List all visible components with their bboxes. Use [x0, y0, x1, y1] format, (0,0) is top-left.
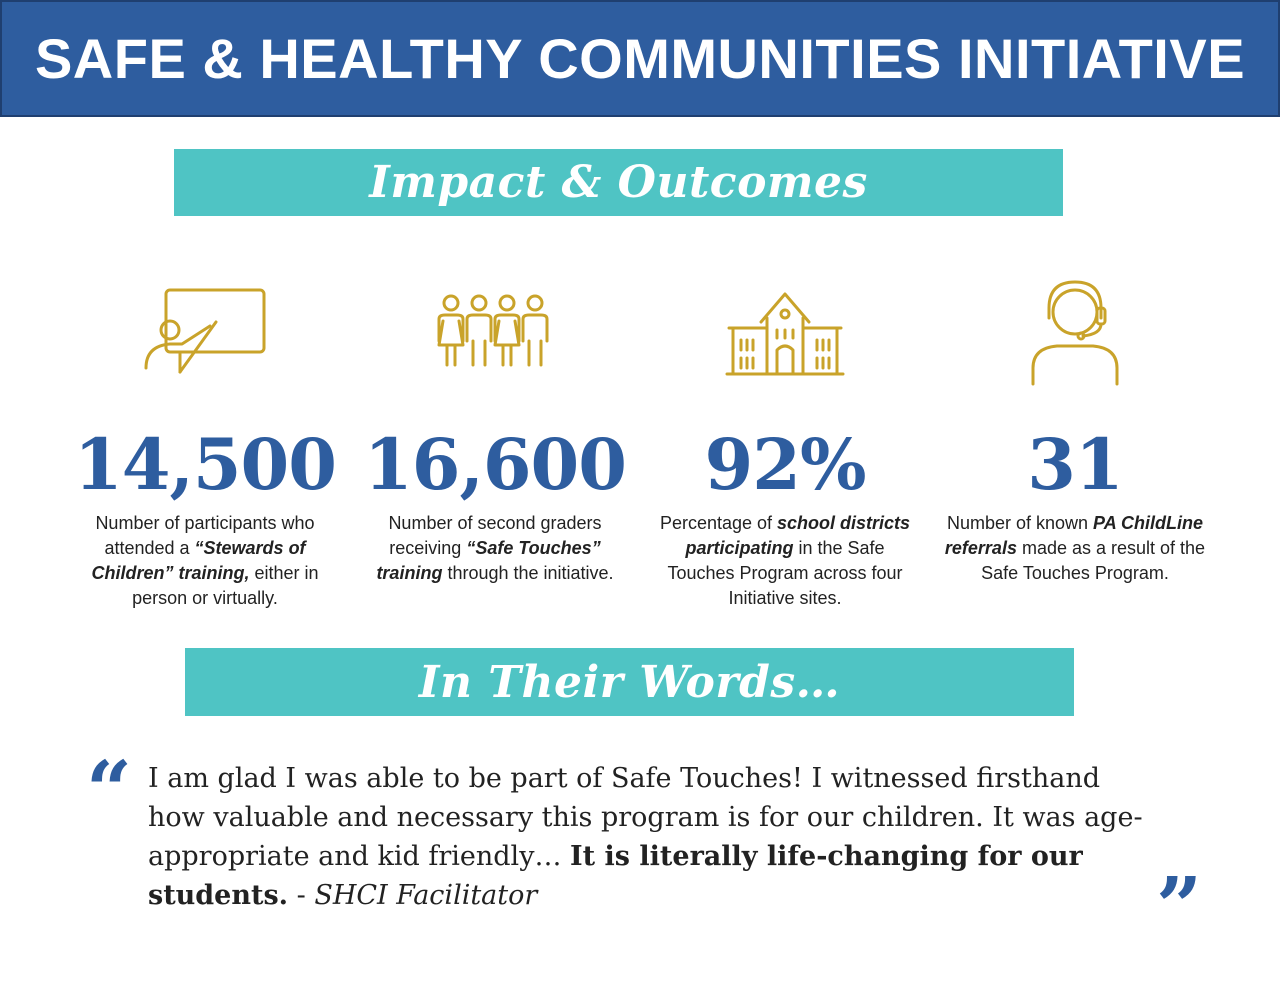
teacher-board-icon	[140, 270, 270, 395]
words-banner	[185, 648, 1074, 716]
stat-number: 92%	[704, 423, 866, 506]
stat-description: Percentage of school districts participating in the Safe Touches Program across four Initiative sites.	[659, 513, 911, 608]
quote-emphasis: It is literally life-changing for our students.	[148, 841, 1083, 911]
impact-banner	[174, 149, 1063, 216]
stat-description: Number of known PA ChildLine referrals made as a result of the Safe Touches Program.	[944, 513, 1206, 583]
quote-attribution: SHCI Facilitator	[314, 880, 538, 911]
impact-banner-title: Impact & Outcomes	[369, 157, 868, 208]
headset-person-icon	[1025, 270, 1125, 395]
open-quote-mark: “	[86, 743, 133, 837]
testimonial-quote: I am glad I was able to be part of Safe Touches! I witnessed firsthand how valuable and necessary this program is for our children. It was age-appropriate and kid friendly… It is literally life-changing for our students. - SHCI Facilitator	[148, 763, 1143, 911]
page-title: SAFE & HEALTHY COMMUNITIES INITIATIVE	[34, 27, 1246, 90]
children-group-icon	[433, 270, 557, 395]
close-quote-mark: ”	[1156, 859, 1203, 953]
stat-participants	[60, 270, 350, 611]
words-banner-title: In Their Words…	[418, 656, 841, 708]
stat-number: 31	[1027, 423, 1123, 506]
stat-school-districts	[640, 270, 930, 611]
stat-number: 16,600	[364, 423, 626, 506]
stat-description: Number of second graders receiving “Safe Touches” training through the initiative.	[376, 513, 614, 583]
stat-second-graders	[350, 270, 640, 586]
stat-childline-referrals	[930, 270, 1220, 586]
quote-text: I am glad I was able to be part of Safe Touches! I witnessed firsthand how valuable and necessary this program is for our children. It was age-appropriate and kid friendly…	[148, 763, 1143, 872]
page-header	[0, 0, 1280, 117]
stat-description: Number of participants who attended a “Stewards of Children” training, either in person or virtually.	[91, 513, 319, 608]
stat-number: 14,500	[74, 423, 336, 506]
school-building-icon	[725, 270, 845, 395]
